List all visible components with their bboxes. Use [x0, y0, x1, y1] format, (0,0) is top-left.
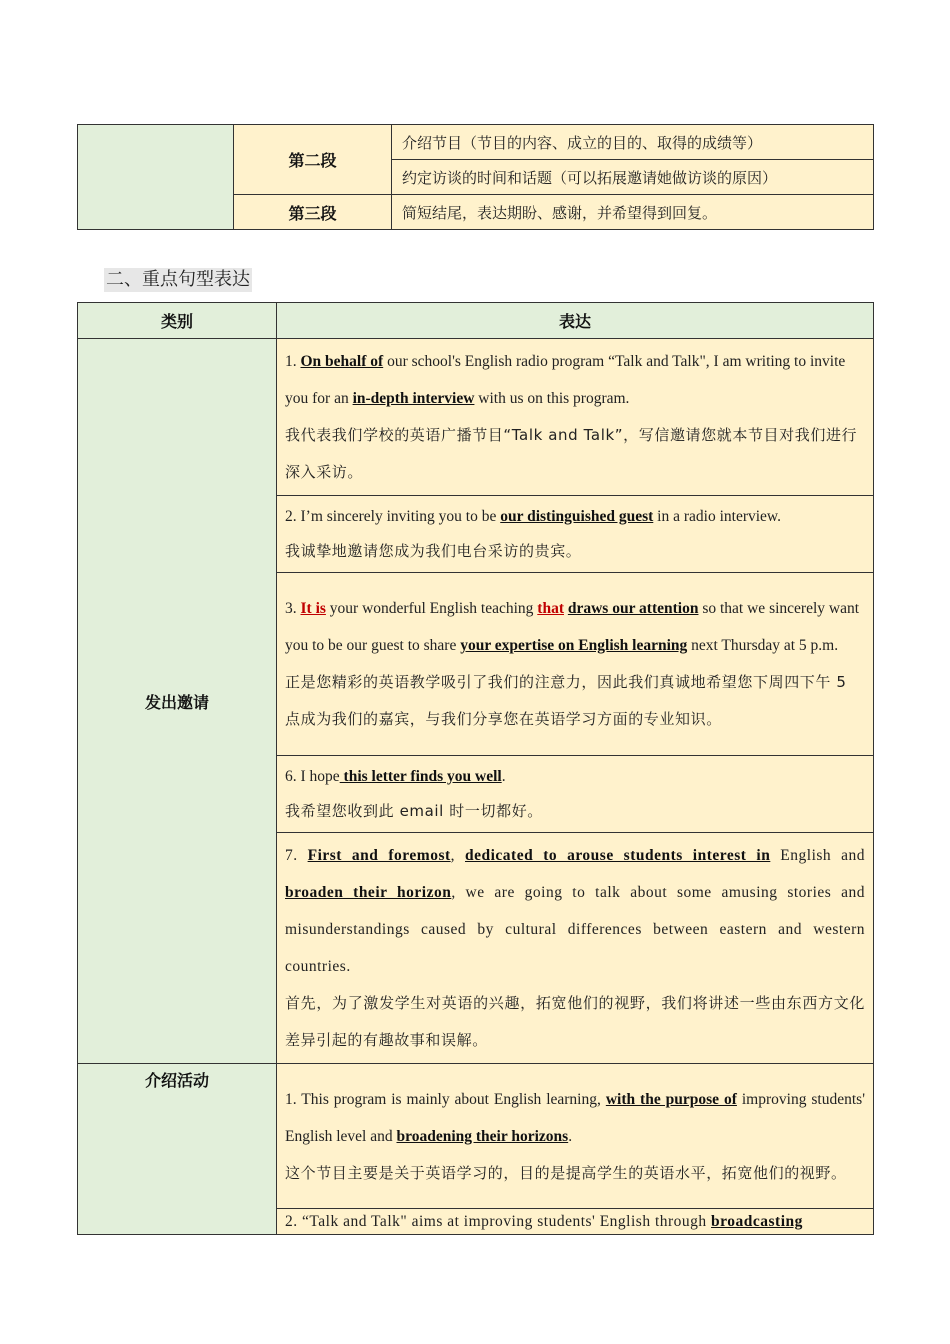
section-label-2: 第二段 — [234, 125, 392, 195]
intro-sentence-2 — [277, 1209, 874, 1235]
section-2-item-1: 介绍节目（节目的内容、成立的目的、取得的成绩等） — [392, 125, 874, 160]
key-phrase: First and foremost — [307, 847, 451, 864]
plain-text: , — [450, 847, 465, 864]
invite-sentence-2 — [277, 496, 874, 573]
plain-text: next Thursday at 5 p.m. — [687, 637, 839, 654]
plain-text: English and — [770, 847, 866, 864]
plain-text: our school's English radio program “Talk and Talk", I am writing to invite you for an — [285, 353, 846, 407]
plain-text: improving students' English level and — [285, 1090, 865, 1145]
invite-7-zh: 首先，为了激发学生对英语的兴趣，拓宽他们的视野，我们将讲述一些由东西方文化差异引起的有趣故事和误解。 — [285, 994, 865, 1049]
invite-2-en — [285, 500, 865, 534]
invite-2-zh: 我诚挚地邀请您成为我们电台采访的贵宾。 — [285, 542, 582, 560]
key-phrase: your expertise on English learning — [460, 637, 688, 654]
header-category: 类别 — [78, 303, 277, 339]
section-2-item-2: 约定访谈的时间和话题（可以拓展邀请她做访谈的原因） — [392, 160, 874, 195]
emphasis-phrase: It is — [300, 600, 326, 617]
category-intro: 介绍活动 — [78, 1064, 277, 1235]
sentence-number: 1. — [285, 353, 301, 370]
intro-sentence-1 — [277, 1064, 874, 1209]
sentence-table — [77, 302, 874, 1235]
invite-6-zh: 我希望您收到此 email 时一切都好。 — [285, 802, 543, 820]
plain-text: 6. I hope — [285, 768, 340, 785]
header-expression: 表达 — [277, 303, 874, 339]
invite-3-en — [285, 590, 865, 664]
invite-1-en — [285, 343, 865, 417]
plain-text: so that we sincerely want you to be our guest to share — [285, 600, 860, 654]
plain-text: 2. I’m sincerely inviting you to be — [285, 508, 501, 525]
category-invite: 发出邀请 — [78, 339, 277, 1064]
key-phrase: draws our attention — [567, 600, 699, 617]
intro-1-en — [285, 1081, 865, 1155]
emphasis-phrase: that — [537, 600, 564, 617]
section-3-item-1: 简短结尾，表达期盼、感谢，并希望得到回复。 — [392, 195, 874, 230]
sentence-number: 7. — [285, 847, 308, 864]
structure-table — [77, 124, 874, 230]
key-phrase: this letter finds you well — [339, 768, 502, 785]
key-phrase: our distinguished guest — [500, 508, 654, 525]
intro-1-zh: 这个节目主要是关于英语学习的，目的是提高学生的英语水平，拓宽他们的视野。 — [285, 1163, 847, 1182]
key-phrase: dedicated to arouse students interest in — [465, 847, 771, 864]
invite-6-en — [285, 760, 865, 794]
invite-3-zh: 正是您精彩的英语教学吸引了我们的注意力，因此我们真诚地希望您下周四下午 5 点成为我们的嘉宾，与我们分享您在英语学习方面的专业知识。 — [285, 673, 847, 728]
invite-sentence-3 — [277, 573, 874, 756]
invite-sentence-1 — [277, 339, 874, 496]
plain-text: in a radio interview. — [653, 508, 781, 525]
plain-text: 1. This program is mainly about English learning, — [285, 1090, 606, 1108]
plain-text: your wonderful English teaching — [325, 600, 538, 617]
plain-text: , we are going to talk about some amusing stories and misunderstandings caused by cultural differences between eastern and western countries. — [285, 884, 865, 975]
intro-2-en — [285, 1210, 865, 1234]
invite-7-en — [285, 837, 865, 985]
plain-text: with us on this program. — [474, 390, 630, 407]
section-heading: 二、重点句型表达 — [106, 269, 250, 290]
plain-text: . — [501, 768, 506, 785]
key-phrase: in-depth interview — [352, 390, 475, 407]
invite-sentence-6 — [277, 756, 874, 833]
key-phrase: broadcasting — [711, 1213, 803, 1230]
plain-text: 2. “Talk and Talk" aims at improving students' English through — [285, 1213, 712, 1230]
plain-text: . — [568, 1127, 573, 1145]
sentence-number: 3. — [285, 600, 301, 617]
key-phrase: with the purpose of — [605, 1090, 737, 1108]
invite-sentence-7 — [277, 833, 874, 1064]
key-phrase: On behalf of — [300, 353, 384, 370]
invite-1-zh: 我代表我们学校的英语广播节目“Talk and Talk”，写信邀请您就本节目对我们进行深入采访。 — [285, 426, 858, 481]
section-label-3: 第三段 — [234, 195, 392, 230]
structure-empty-cell — [78, 125, 234, 230]
key-phrase: broaden their horizon — [285, 884, 452, 901]
key-phrase: broadening their horizons — [396, 1127, 569, 1145]
